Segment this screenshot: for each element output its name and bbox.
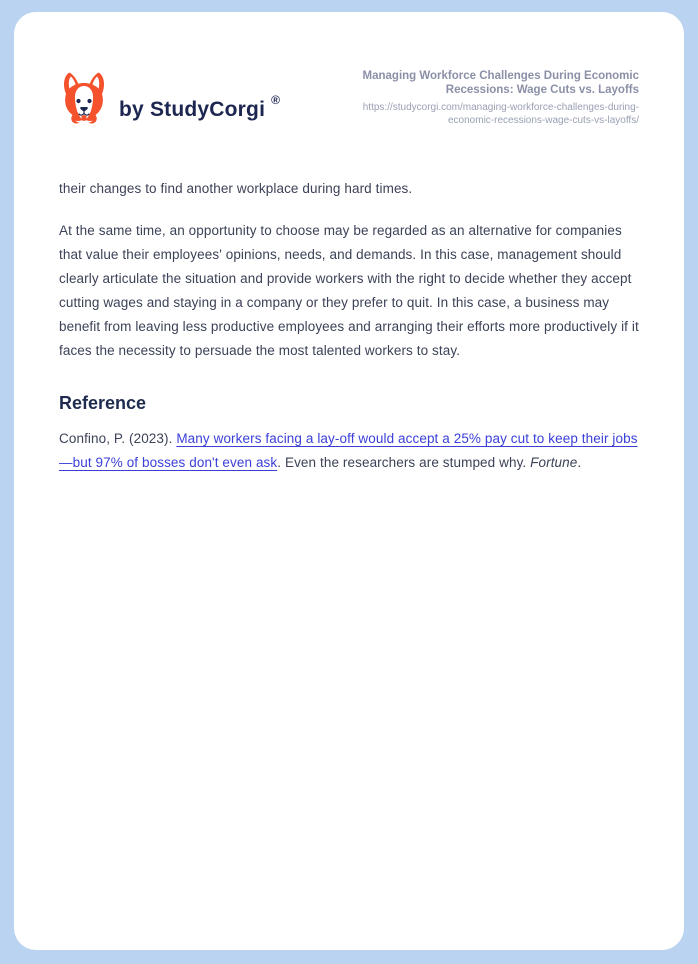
document-meta xyxy=(323,69,639,127)
paragraph: At the same time, an opportunity to choose may be regarded as an alternative for companies that value their employees' opinions, needs, and demands. In this case, management should clearly articulate the situation and provide workers with the right to decide whether they accept cutting wages and staying in a company or they prefer to quit. In this case, a business may benefit from leaving less productive employees and arranging their efforts more productively if it faces the necessity to persuade the most talented workers to stay. xyxy=(59,223,639,358)
document-url: https://studycorgi.com/managing-workforce-challenges-during-economic-recessions-wage-cuts-vs-layoffs/ xyxy=(362,102,639,126)
brand-name: by StudyCorgi xyxy=(119,98,266,121)
corgi-logo-icon xyxy=(59,71,109,127)
paragraph-continuation: their changes to find another workplace during hard times. xyxy=(59,181,413,196)
brand xyxy=(59,71,284,127)
reference-link[interactable]: Many workers facing a lay-off would accept a 25% pay cut to keep their jobs—but 97% of bosses don't even ask xyxy=(59,431,638,470)
reference-heading: Reference xyxy=(59,393,147,413)
reference-source: Fortune xyxy=(530,455,578,470)
reference-entry xyxy=(59,427,639,475)
reference-author: Confino, P. (2023). xyxy=(59,431,177,446)
reference-suffix: . Even the researchers are stumped why. xyxy=(277,455,531,470)
document-body xyxy=(59,177,639,475)
document-header xyxy=(59,69,639,127)
reference-period: . xyxy=(577,455,582,470)
document-card xyxy=(14,12,684,950)
registered-trademark: ® xyxy=(271,93,280,107)
document-title: Managing Workforce Challenges During Economic Recessions: Wage Cuts vs. Layoffs xyxy=(362,70,639,96)
